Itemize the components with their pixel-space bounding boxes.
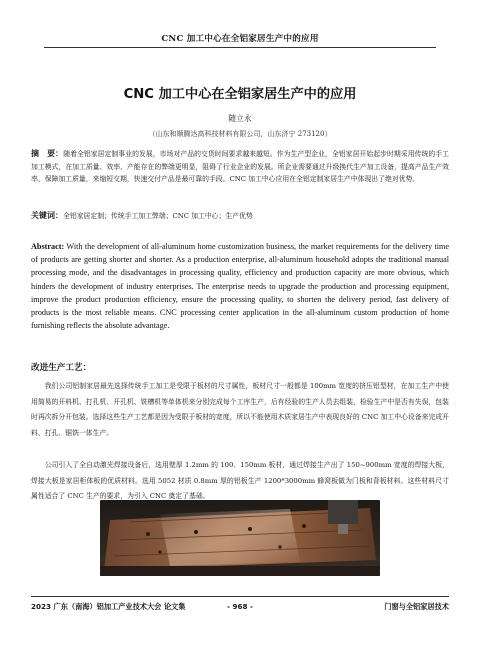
- abstract-en-label: Abstract:: [31, 242, 65, 251]
- cnc-machining-photo: [100, 500, 380, 576]
- page-number: - 968 -: [227, 602, 253, 611]
- footer-topic: 门窗与全铝家居技术: [384, 602, 449, 611]
- abstract-cn-text: 随着全铝家居定制事业的发展，市场对产品的交货时间要求越来越短。作为生产型企业，全铝家居开始起步时期采用传统的手工加工模式，在加工质量、效率、产能存在的弊端更明显，阻碍了行业企业的发展。所企业需要通过升级换代生产加工设备，提高产品生产效率，保障加工质量，来缩短交期，快速交付产品是最可靠的手段。CNC 加工中心应用在全铝定制家居生产中体现出了绝对优势。: [31, 150, 449, 184]
- keywords-cn: [31, 210, 449, 223]
- keywords-cn-text: 全铝家居定制；传统手工加工弊端；CNC 加工中心；生产优势: [63, 212, 253, 220]
- body-paragraph-1: 我们公司铝制家居最先选择传统手工加工是受限于板材的尺寸属性，板材尺寸一般都是 100mm 宽度的挤压铝型材，在加工生产中使用简易的开料机、打孔机、开孔机、铣槽机等单体机来分别完成每个工序生产，后有经验的生产人员去组装，检验生产中是否有失误，包装时再次拆分开包装。选择这些生产工艺都是因为受限于板材的宽度，所以不能使用木质家居生产中表现良好的 CNC 加工中心设备来完成开料、打孔、锯铣一体生产。: [31, 382, 449, 437]
- abstract-cn-label: 摘 要：: [31, 149, 64, 158]
- section-heading: 改进生产工艺：: [31, 363, 92, 373]
- paper-title: CNC 加工中心在全铝家居生产中的应用: [123, 87, 357, 102]
- running-header: CNC 加工中心在全铝家居生产中的应用: [161, 34, 319, 44]
- header-rule: [44, 47, 436, 48]
- paper-author: 随立永: [228, 114, 252, 123]
- footer-proceedings: 2023 广东（南海）铝加工产业技术大会 论文集: [31, 602, 186, 611]
- abstract-en-text: With the development of all-aluminum home customization business, the market requirements for the delivery time of products are getting shorter and shorter. As a production enterprise, all-aluminum household adopts the traditional manual processing mode, and the disadvantages in processing quality, efficiency and production capacity are more obvious, which hinders the development of industry enterprises. The enterprise needs to upgrade the production and processing equipment, improve the product production efficiency, ensure the processing quality, to shorten the delivery period, fast delivery of products is the most reliable means. CNC processing center application in the all-aluminum custom production of home furnishing reflects the absolute advantage.: [31, 242, 449, 331]
- paper-affiliation: （山东和顺腾达高科技材料有限公司，山东济宁 273120）: [148, 130, 332, 138]
- body-paragraph-2: 公司引入了全自动激光焊接设备后，选用壁厚 1.2mm 的 100、150mm 板材，通过焊接生产出了 150~900mm 宽度的焊接大板，焊接大板是家居柜体板的优质材料。选用 5052 材质 0.8mm 厚的铝板生产 1200*3000mm 蜂窝板做为门板和背板材料。这些材料尺寸属性适合了 CNC 生产的要求，为引入 CNC 奠定了基础。: [31, 461, 449, 501]
- abstract-cn: [31, 148, 449, 186]
- footer-rule: [31, 596, 449, 597]
- abstract-en: [31, 240, 449, 332]
- keywords-cn-label: 关键词：: [31, 211, 63, 220]
